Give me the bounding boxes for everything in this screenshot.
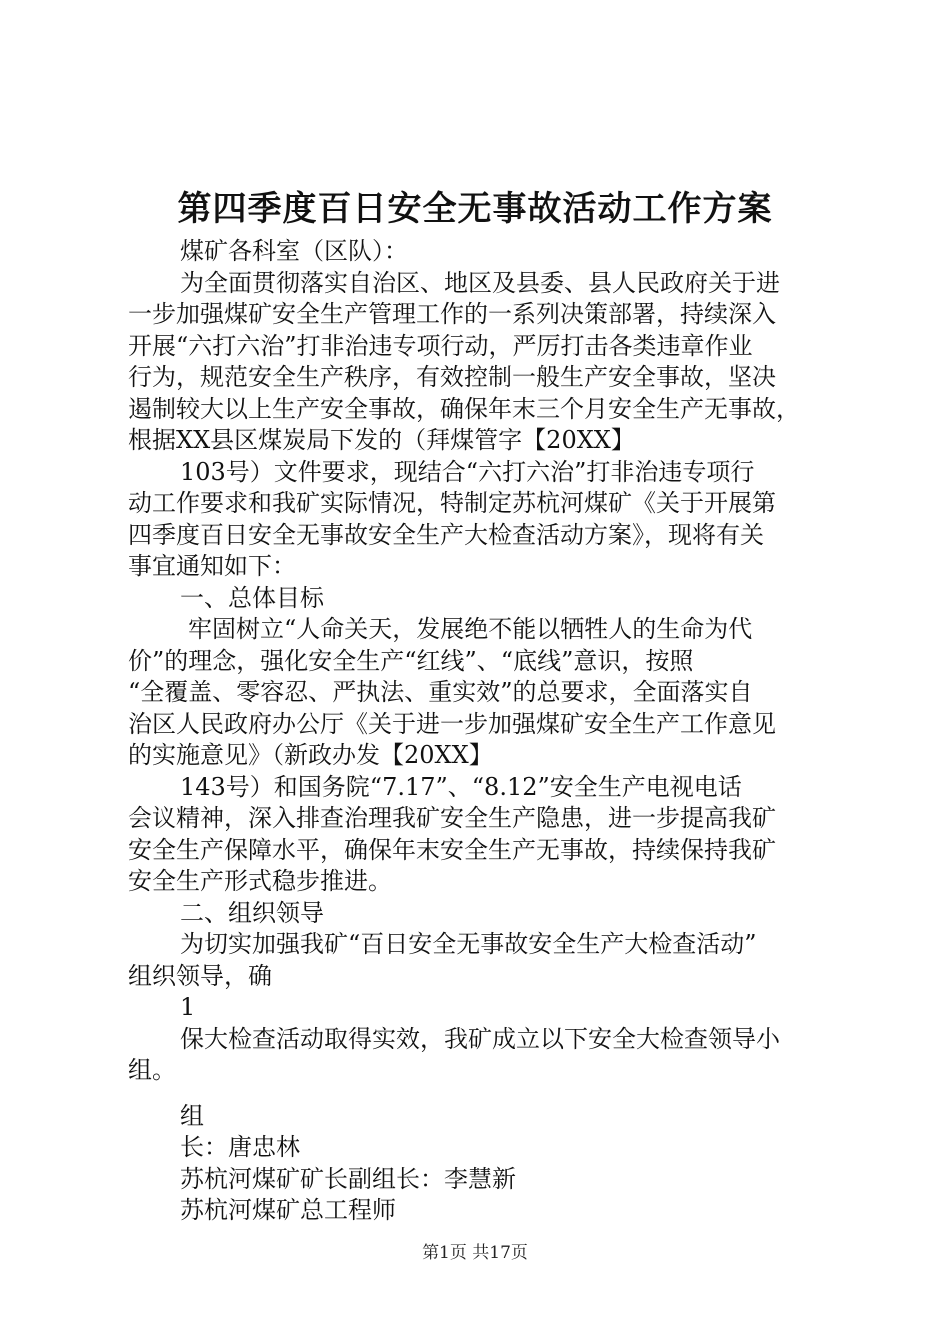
paragraph-line: 一步加强煤矿安全生产管理工作的一系列决策部署，持续深入: [128, 300, 776, 328]
paragraph-line: 动工作要求和我矿实际情况，特制定苏杭河煤矿《关于开展第: [128, 489, 776, 517]
section-heading: 二、组织领导: [180, 898, 324, 927]
paragraph-line: 组。: [128, 1056, 176, 1084]
paragraph-line: 事宜通知如下：: [128, 552, 296, 580]
paragraph-line: 103号）文件要求，现结合“六打六治”打非治违专项行: [180, 457, 755, 486]
spacer: [128, 1087, 840, 1101]
section-heading: 一、总体目标: [180, 583, 324, 612]
paragraph-line: “全覆盖、零容忍、严执法、重实效”的总要求，全面落实自: [128, 678, 753, 706]
paragraph-line: 的实施意见》（新政办发【20XX】: [128, 741, 493, 769]
paragraph-line: 开展“六打六治”打非治违专项行动，严厉打击各类违章作业: [128, 331, 753, 360]
paragraph-line: 苏杭河煤矿矿长副组长：李慧新: [180, 1164, 516, 1193]
paragraph-line: 治区人民政府办公厅《关于进一步加强煤矿安全生产工作意见: [128, 709, 776, 738]
salutation-line: 煤矿各科室（区队）：: [180, 237, 408, 265]
paragraph-line: 四季度百日安全无事故安全生产大检查活动方案》，现将有关: [128, 520, 764, 549]
paragraph-line: 苏杭河煤矿总工程师: [180, 1196, 396, 1224]
paragraph-line: 根据XX县区煤炭局下发的（拜煤管字【20XX】: [128, 426, 635, 454]
paragraph-line: 为切实加强我矿“百日安全无事故安全生产大检查活动”: [180, 930, 757, 958]
paragraph-line: 安全生产形式稳步推进。: [128, 867, 392, 895]
paragraph-line: 长：唐忠林: [180, 1133, 300, 1161]
paragraph-line: 组织领导，确: [128, 961, 272, 990]
paragraph-line: 为全面贯彻落实自治区、地区及县委、县人民政府关于进: [180, 268, 780, 297]
paragraph-line: 价”的理念，强化安全生产“红线”、“底线”意识，按照: [128, 646, 694, 675]
document-body: [128, 236, 840, 1227]
page-number-inline: 1: [180, 993, 196, 1021]
document-title: 第四季度百日安全无事故活动工作方案: [177, 189, 773, 229]
page-footer: 第1页 共17页: [422, 1243, 528, 1263]
paragraph-line: 143号）和国务院“7.17”、“8.12”安全生产电视电话: [180, 772, 742, 801]
paragraph-line: 安全生产保障水平，确保年末安全生产无事故，持续保持我矿: [128, 835, 776, 864]
paragraph-line: 组: [180, 1101, 204, 1130]
paragraph-line: 行为，规范安全生产秩序，有效控制一般生产安全事故，坚决: [128, 363, 776, 391]
paragraph-line: 牢固树立“人命关天，发展绝不能以牺牲人的生命为代: [188, 615, 753, 643]
paragraph-line: 遏制较大以上生产安全事故，确保年末三个月安全生产无事故，: [128, 394, 800, 423]
paragraph-line: 保大检查活动取得实效，我矿成立以下安全大检查领导小: [180, 1024, 780, 1053]
paragraph-line: 会议精神，深入排查治理我矿安全生产隐患，进一步提高我矿: [128, 804, 776, 832]
